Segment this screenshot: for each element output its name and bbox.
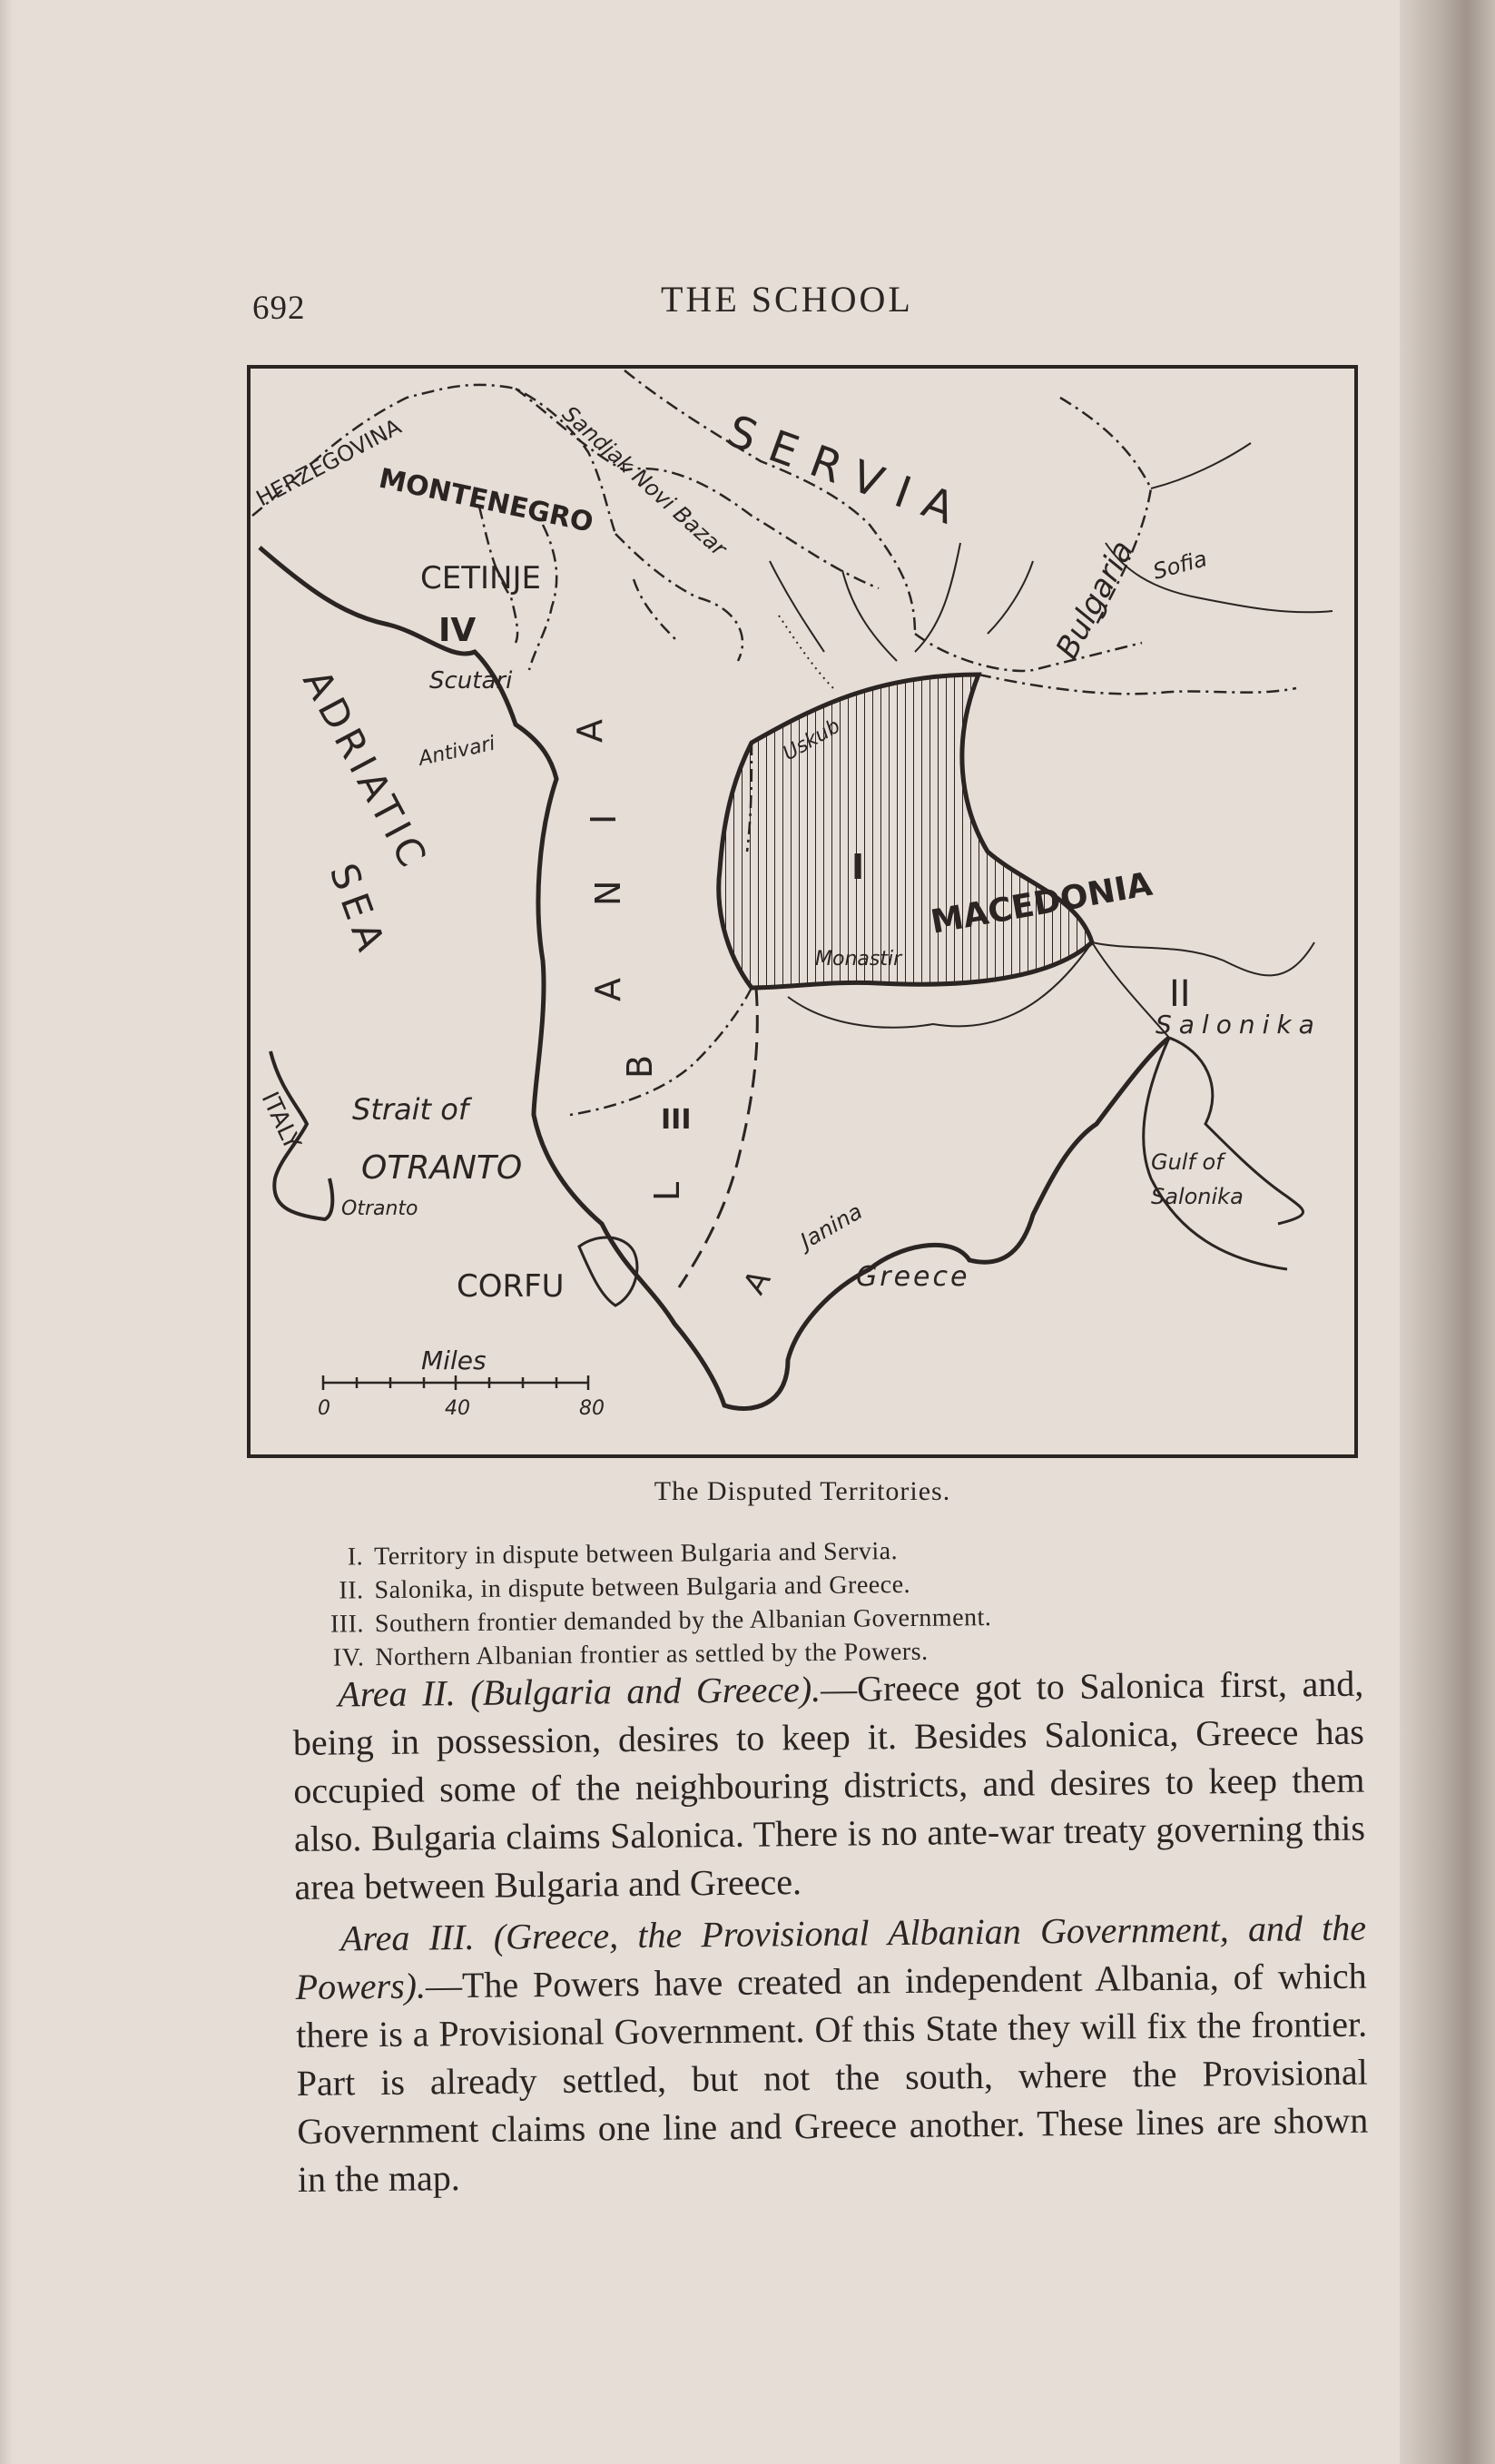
disputed-territories-map [243, 361, 1362, 1471]
label-gulf-salonika: Salonika [1151, 1184, 1244, 1209]
body-text [292, 1660, 1369, 2207]
territory-i-hatched [719, 675, 1092, 988]
label-cetinje: CETINJE [420, 560, 541, 596]
label-albania-l: L [647, 1181, 687, 1201]
legend-text: Salonika, in dispute between Bulgaria and Greece. [374, 1570, 911, 1605]
scale-label-0: 0 [318, 1397, 330, 1420]
label-albania-a2: A [588, 978, 628, 1001]
paragraph-lead: Area II. (Bulgaria and Greece). [338, 1668, 821, 1715]
paragraph-area-iii [295, 1904, 1369, 2203]
legend-number: I. [347, 1542, 364, 1572]
label-region-i: I [851, 847, 865, 887]
paragraph-text: —Greece got to Salonica first, and, being in possession, desires to keep it. Besides Salonica, Greece has occupied some of the neighbouring districts, and desires to keep them also. Bulgaria claims Salonica. There is no ante-war treaty governing this area between Bulgaria and Greece. [292, 1662, 1366, 1907]
scale-label-80: 80 [579, 1397, 605, 1420]
legend-number: III. [329, 1610, 365, 1639]
label-uskub: Uskub [779, 715, 845, 766]
map-legend [300, 1531, 1254, 1675]
label-adriatic: ADRIATIC [294, 662, 438, 879]
label-bulgaria: Bulgaria [1048, 534, 1142, 665]
label-janina: Janina [796, 1198, 867, 1255]
coastline [260, 547, 1169, 1408]
label-albania-a3: A [736, 1264, 779, 1301]
corfu-island [579, 1237, 637, 1306]
label-region-iv: IV [438, 612, 477, 649]
frontier-iii [679, 988, 757, 1287]
label-novi-bazar: Sandjak Novi Bazar [556, 400, 732, 562]
page-left-edge [0, 0, 13, 2464]
label-sea: SEA [320, 857, 396, 963]
scale-label-40: 40 [445, 1397, 470, 1420]
legend-text: Southern frontier demanded by the Albanian Government. [374, 1603, 992, 1639]
legend-number: IV. [332, 1643, 365, 1672]
label-sofia: Sofia [1150, 546, 1210, 585]
label-albania-a1: A [570, 719, 610, 743]
label-strait-of: Strait of [352, 1092, 469, 1127]
label-salonika: Salonika [1156, 1010, 1322, 1040]
label-otranto-strait: OTRANTO [361, 1149, 523, 1187]
paragraph-area-ii [292, 1660, 1366, 1911]
label-italy: ITALY [255, 1088, 306, 1154]
label-herzegovina: HERZEGOVINA [251, 413, 406, 512]
label-region-iii: III [661, 1104, 692, 1136]
paragraph-text: —The Powers have created an independent Albania, of which there is a Provisional Government. Of this State they will fix the frontier. Part is already settled, but not the south, where the Provisional Government claims one line and Greece another. These lines are shown in the map. [295, 1955, 1369, 2200]
label-monastir: Monastir [815, 948, 902, 971]
book-spine-shadow [1400, 0, 1495, 2464]
legend-number: II. [339, 1576, 364, 1605]
label-corfu: CORFU [457, 1268, 565, 1305]
label-servia: SERVIA [720, 405, 977, 540]
label-macedonia: MACEDONIA [928, 865, 1156, 941]
label-albania-b: B [620, 1054, 660, 1079]
label-region-ii: II [1169, 973, 1191, 1015]
page-number: 692 [252, 290, 306, 327]
label-antivari: Antivari [417, 732, 497, 771]
paragraph-lead: Area III. (Greece, the Provisional Albanian Government, and the Powers). [295, 1907, 1367, 2007]
label-greece: Greece [856, 1261, 970, 1293]
legend-text: Territory in dispute between Bulgaria and Servia. [374, 1537, 899, 1572]
mountain-ridge [779, 616, 833, 688]
label-montenegro: MONTENEGRO [376, 462, 596, 539]
label-gulf-of: Gulf of [1151, 1149, 1224, 1175]
label-albania-n: N [588, 880, 628, 906]
legend-text: Northern Albanian frontier as settled by the Powers. [375, 1637, 929, 1672]
map-caption: The Disputed Territories. [654, 1476, 951, 1506]
label-otranto-town: Otranto [341, 1198, 418, 1220]
running-title: THE SCHOOL [661, 279, 913, 320]
scale-bar [323, 1375, 588, 1390]
label-albania-i: I [584, 813, 624, 824]
label-scutari: Scutari [429, 667, 513, 695]
scale-unit: Miles [421, 1345, 487, 1375]
